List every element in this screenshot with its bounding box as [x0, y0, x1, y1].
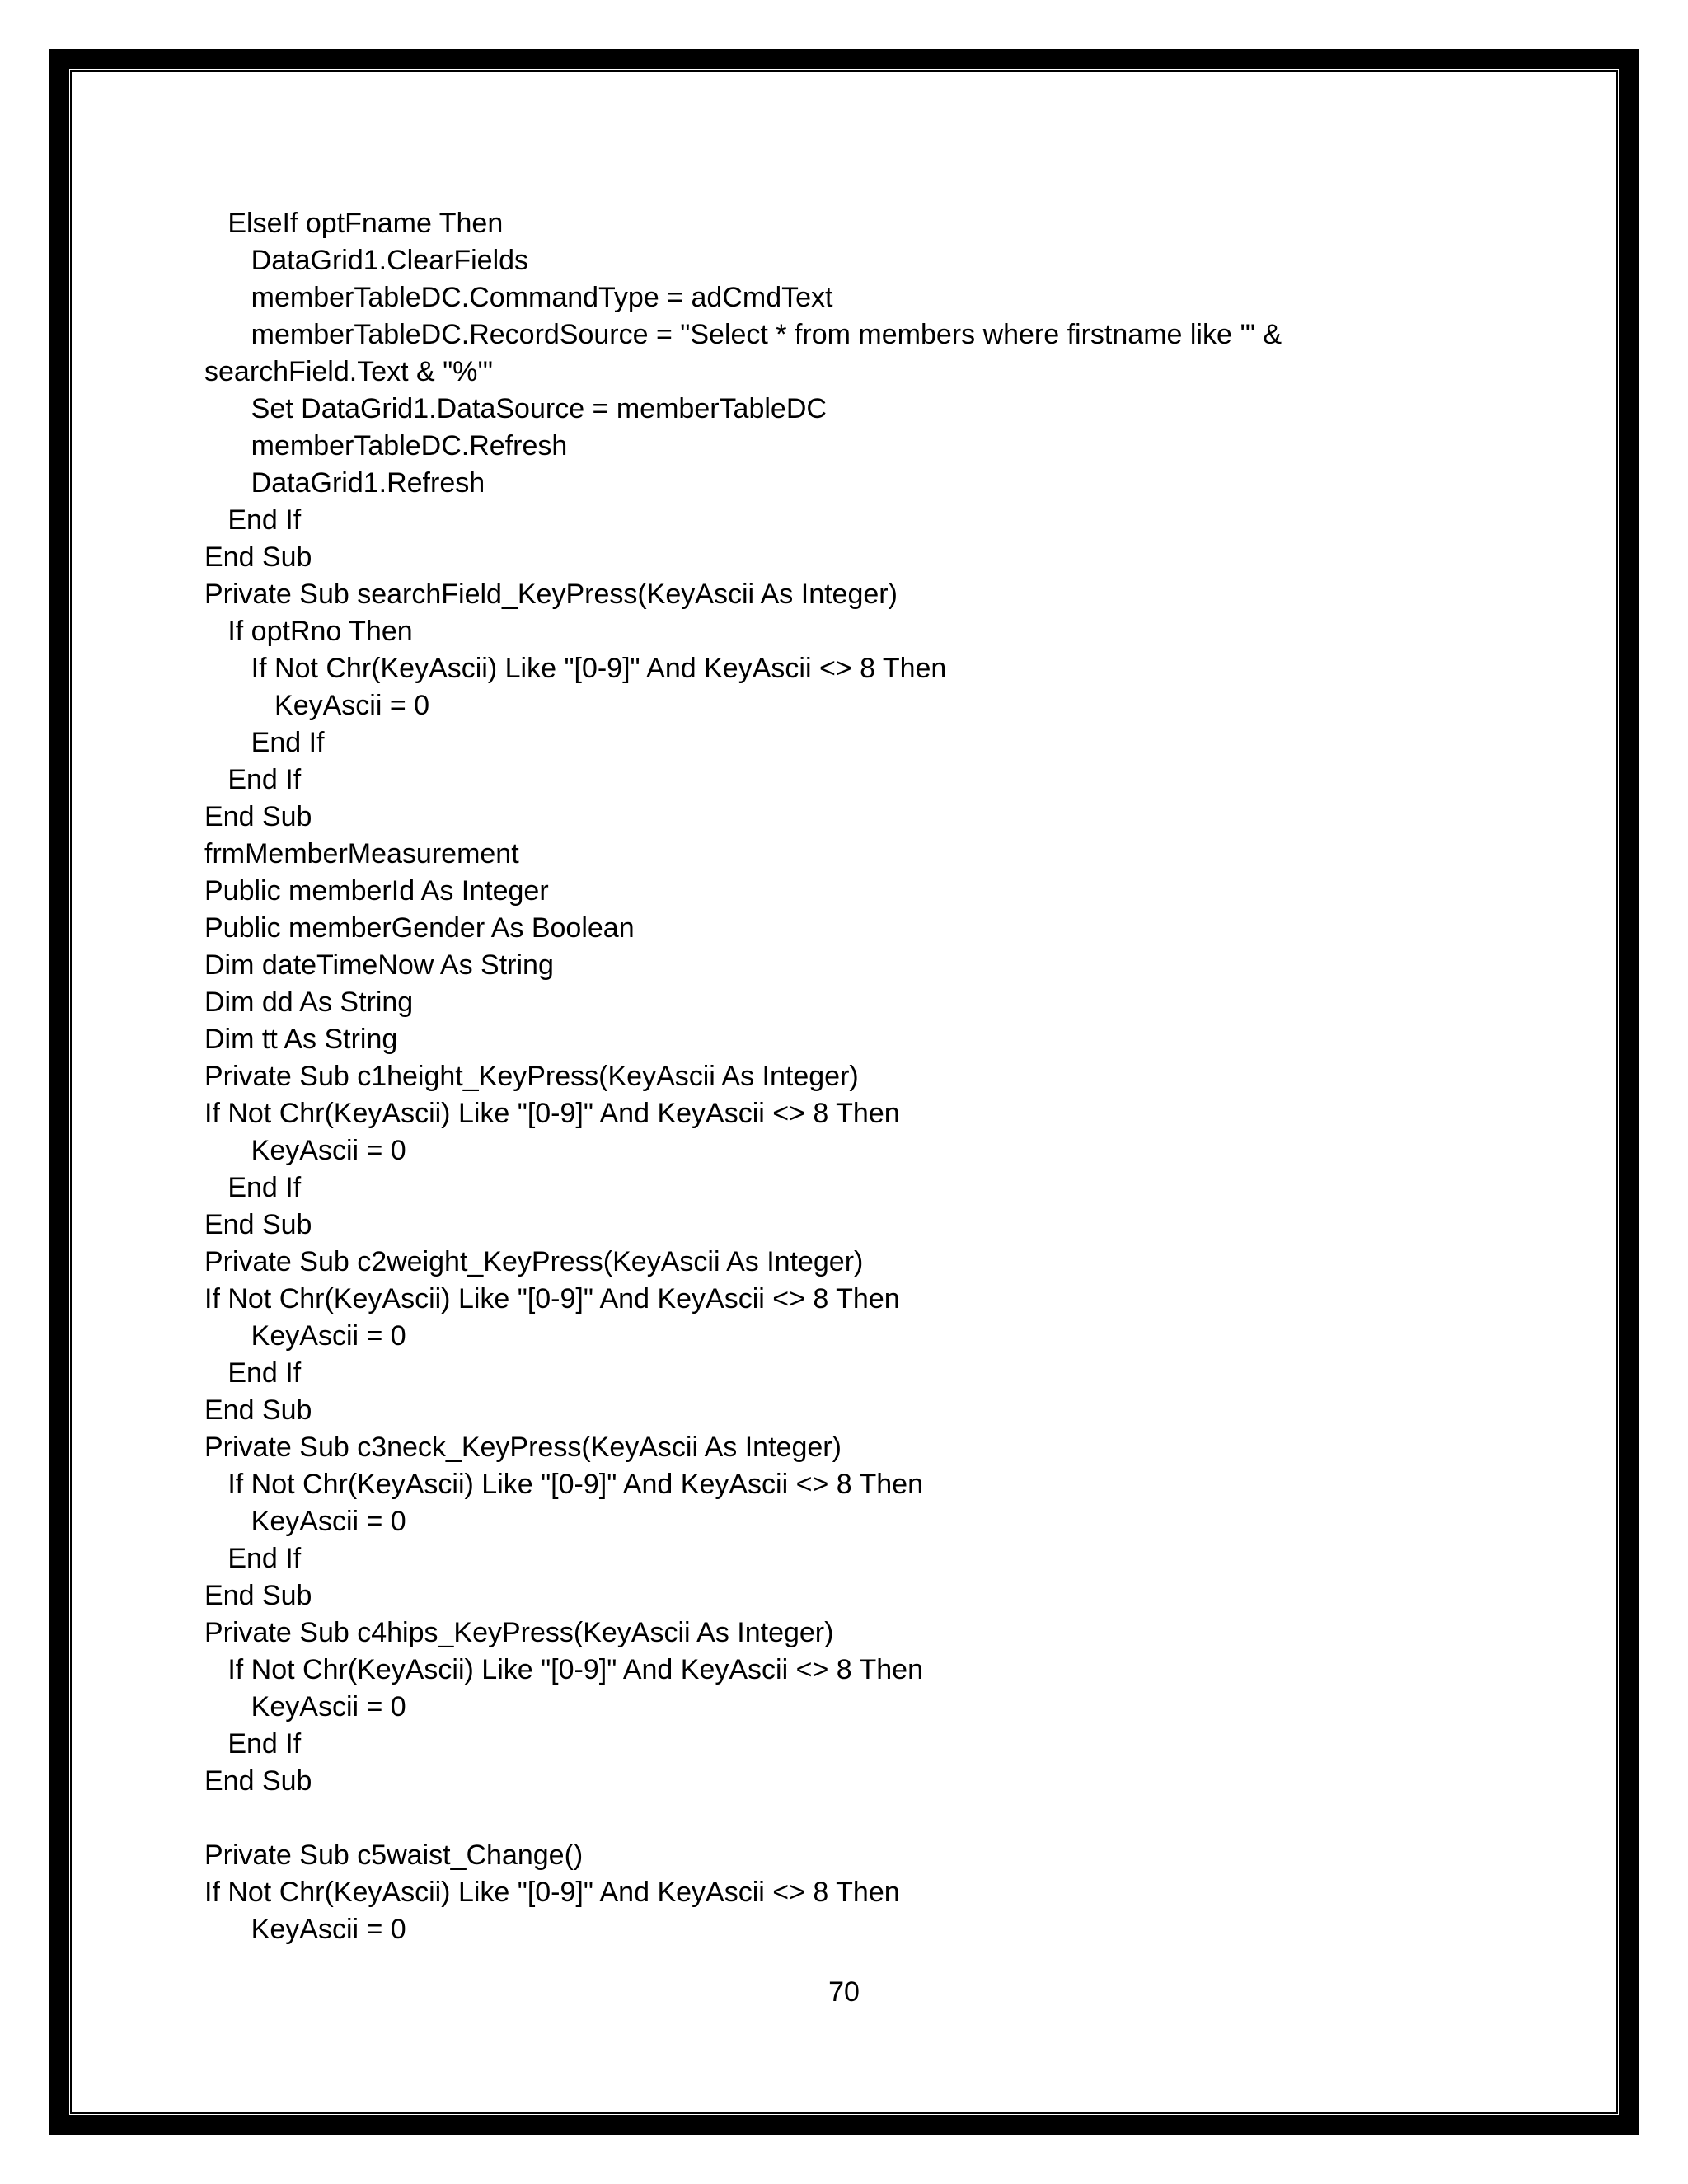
code-line: End If — [204, 764, 302, 795]
code-line: End Sub — [204, 1765, 312, 1797]
code-line: KeyAscii = 0 — [204, 1320, 406, 1352]
code-line: If Not Chr(KeyAscii) Like "[0-9]" And KeyAscii <> 8 Then — [204, 653, 947, 684]
code-line: Private Sub c4hips_KeyPress(KeyAscii As Integer) — [204, 1617, 834, 1648]
code-line: If Not Chr(KeyAscii) Like "[0-9]" And KeyAscii <> 8 Then — [204, 1098, 900, 1129]
code-line: Dim dd As String — [204, 987, 414, 1018]
code-line: If Not Chr(KeyAscii) Like "[0-9]" And KeyAscii <> 8 Then — [204, 1469, 923, 1500]
code-line: End If — [204, 1357, 302, 1389]
code-line: End If — [204, 1728, 302, 1760]
blank-line — [204, 1800, 1490, 1837]
code-line: ElseIf optFname Then — [204, 208, 504, 239]
code-line: frmMemberMeasurement — [204, 838, 519, 869]
code-line: End Sub — [204, 541, 312, 573]
code-line: End Sub — [204, 1580, 312, 1611]
code-line: Private Sub c3neck_KeyPress(KeyAscii As Integer) — [204, 1432, 842, 1463]
code-line: End Sub — [204, 1209, 312, 1240]
code-line: KeyAscii = 0 — [204, 690, 430, 721]
code-line: If Not Chr(KeyAscii) Like "[0-9]" And KeyAscii <> 8 Then — [204, 1654, 923, 1685]
code-line: KeyAscii = 0 — [204, 1691, 406, 1722]
code-line: End Sub — [204, 801, 312, 832]
code-line: KeyAscii = 0 — [204, 1135, 406, 1166]
code-line: memberTableDC.CommandType = adCmdText — [204, 282, 833, 313]
code-line: memberTableDC.Refresh — [204, 430, 568, 462]
code-line: Private Sub c1height_KeyPress(KeyAscii As Integer) — [204, 1061, 859, 1092]
code-line: memberTableDC.RecordSource = "Select * from members where firstname like '" & — [204, 319, 1282, 350]
code-line: KeyAscii = 0 — [204, 1914, 406, 1945]
code-line: End If — [204, 727, 325, 758]
code-line: DataGrid1.Refresh — [204, 467, 485, 499]
code-listing — [204, 205, 1490, 1948]
code-line: End If — [204, 504, 302, 536]
code-line: Public memberId As Integer — [204, 875, 549, 907]
code-line: End If — [204, 1543, 302, 1574]
code-line: searchField.Text & "%'" — [204, 356, 493, 387]
code-line: If Not Chr(KeyAscii) Like "[0-9]" And KeyAscii <> 8 Then — [204, 1283, 900, 1315]
code-line: Set DataGrid1.DataSource = memberTableDC — [204, 393, 827, 424]
code-line: DataGrid1.ClearFields — [204, 245, 529, 276]
code-line: Private Sub c5waist_Change() — [204, 1840, 584, 1871]
code-line: If optRno Then — [204, 616, 413, 647]
code-line: Private Sub searchField_KeyPress(KeyAscii As Integer) — [204, 579, 898, 610]
code-line: Dim dateTimeNow As String — [204, 949, 554, 981]
code-line: If Not Chr(KeyAscii) Like "[0-9]" And KeyAscii <> 8 Then — [204, 1877, 900, 1908]
code-line: KeyAscii = 0 — [204, 1506, 406, 1537]
code-line: End If — [204, 1172, 302, 1203]
code-line: Public memberGender As Boolean — [204, 912, 635, 944]
code-line: End Sub — [204, 1394, 312, 1426]
code-line: Dim tt As String — [204, 1024, 398, 1055]
code-line: Private Sub c2weight_KeyPress(KeyAscii As Integer) — [204, 1246, 864, 1277]
page-number: 70 — [828, 1976, 860, 2008]
